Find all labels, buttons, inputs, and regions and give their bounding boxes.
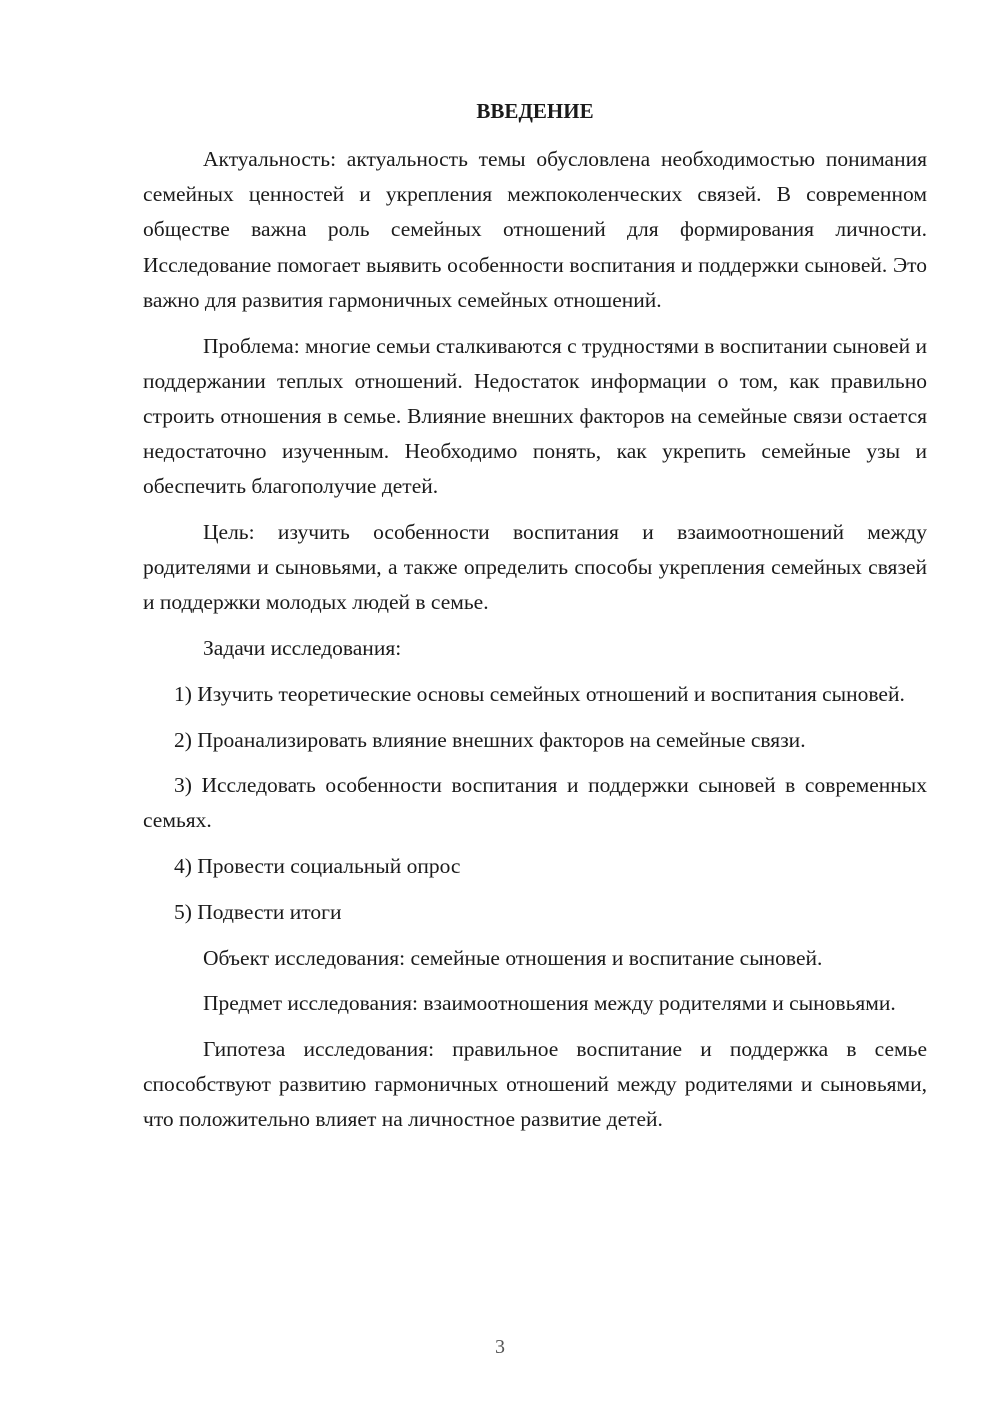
paragraph-subject: Предмет исследования: взаимоотношения между родителями и сыновьями.	[203, 991, 896, 1016]
section-heading: ВВЕДЕНИЕ	[476, 99, 594, 123]
section-text	[143, 142, 927, 1138]
paragraph-hypothesis: Гипотеза исследования: правильное воспитание и поддержка в семье способствуют развитию гармоничных отношений между родителями и сыновьями, что положительно влияет на личностное развитие детей.	[143, 1036, 927, 1132]
task-item: 2) Проанализировать влияние внешних факторов на семейные связи.	[174, 727, 806, 752]
paragraph-relevance: Актуальность: актуальность темы обусловлена необходимостью понимания семейных ценностей и укрепления межпоколенческих связей. В современном обществе важна роль семейных отношений для формирования личности. Исследование помогает выявить особенности воспитания и поддержки сыновей. Это важно для развития гармоничных семейных отношений.	[143, 147, 927, 312]
task-item: 1) Изучить теоретические основы семейных отношений и воспитания сыновей.	[174, 681, 905, 706]
page-number: 3	[495, 1336, 505, 1358]
task-item: 5) Подвести итоги	[174, 899, 342, 924]
paragraph-tasks-title: Задачи исследования:	[203, 636, 402, 661]
paragraph-object: Объект исследования: семейные отношения и воспитание сыновей.	[203, 945, 823, 970]
task-item: 4) Провести социальный опрос	[174, 854, 461, 879]
paragraph-goal: Цель: изучить особенности воспитания и взаимоотношений между родителями и сыновьями, а также определить способы укрепления семейных связей и поддержки молодых людей в семье.	[143, 520, 927, 615]
page-body	[143, 94, 927, 129]
task-item: 3) Исследовать особенности воспитания и поддержки сыновей в современных семьях.	[143, 773, 927, 833]
paragraph-problem: Проблема: многие семьи сталкиваются с трудностями в воспитании сыновей и поддержании теплых отношений. Недостаток информации о том, как правильно строить отношения в семье. Влияние внешних факторов на семейные связи остается недостаточно изученным. Необходимо понять, как укрепить семейные узы и обеспечить благополучие детей.	[143, 333, 927, 499]
